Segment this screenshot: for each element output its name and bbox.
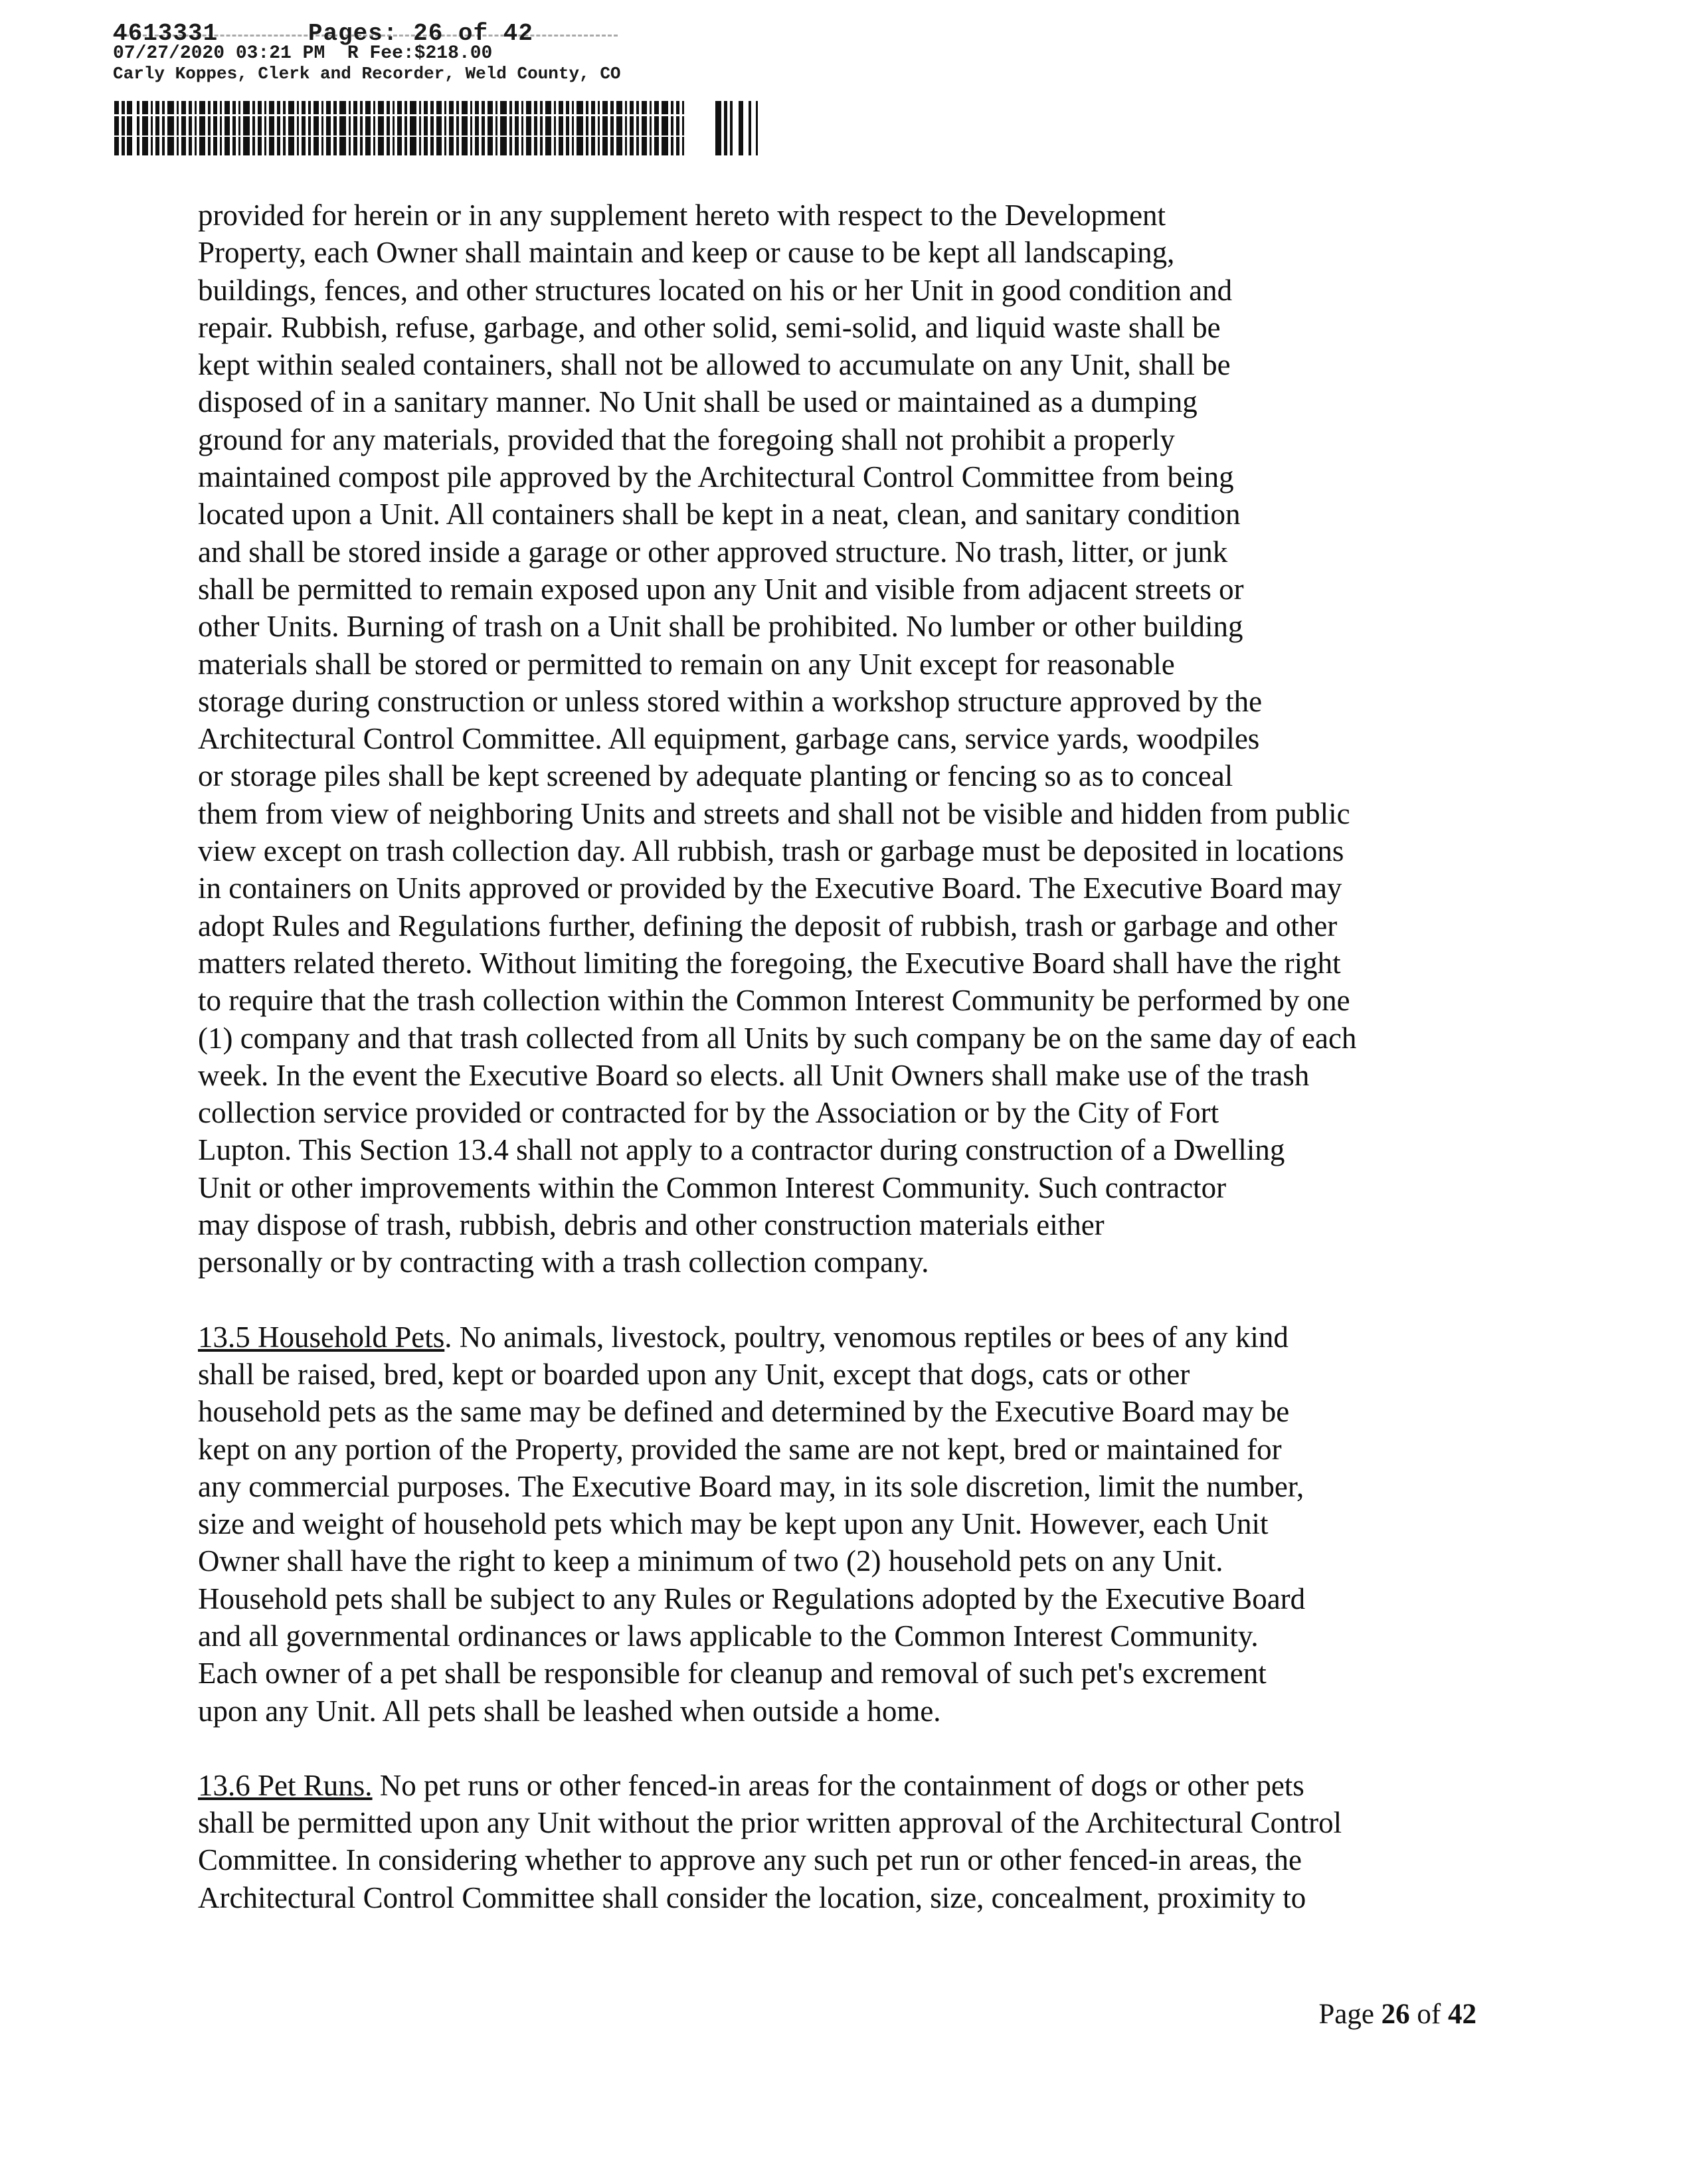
document-body: [198, 197, 1500, 1916]
recorder-name: Carly Koppes, Clerk and Recorder, Weld County, CO: [113, 64, 621, 84]
page-prefix: Page: [1318, 1999, 1381, 2030]
body-line: or storage piles shall be kept screened by adequate planting or fencing so as to conceal: [198, 759, 1233, 793]
body-line: Architectural Control Committee shall consider the location, size, concealment, proximity to: [198, 1880, 1306, 1914]
body-line: view except on trash collection day. All rubbish, trash or garbage must be deposited in locations: [198, 834, 1344, 868]
body-line: and all governmental ordinances or laws applicable to the Common Interest Community.: [198, 1619, 1259, 1653]
body-line: other Units. Burning of trash on a Unit shall be prohibited. No lumber or other building: [198, 610, 1243, 644]
body-line: shall be permitted upon any Unit without the prior written approval of the Architectural Control: [198, 1806, 1342, 1840]
body-line: Household pets shall be subject to any Rules or Regulations adopted by the Executive Board: [198, 1582, 1306, 1615]
paragraph-13-5-household-pets: [198, 1319, 1500, 1730]
recording-line-1: [113, 20, 777, 47]
body-line: storage during construction or unless stored within a workshop structure approved by the: [198, 684, 1263, 718]
body-line: shall be permitted to remain exposed upon any Unit and visible from adjacent streets or: [198, 572, 1244, 606]
body-line: disposed of in a sanitary manner. No Unit shall be used or maintained as a dumping: [198, 385, 1198, 419]
body-line: . No animals, livestock, poultry, venomous reptiles or bees of any kind: [444, 1320, 1289, 1354]
body-line: kept within sealed containers, shall not be allowed to accumulate on any Unit, shall be: [198, 348, 1231, 382]
body-line: matters related thereto. Without limiting the foregoing, the Executive Board shall have the right: [198, 946, 1341, 980]
body-line: Property, each Owner shall maintain and keep or cause to be kept all landscaping,: [198, 236, 1175, 270]
body-line: Unit or other improvements within the Common Interest Community. Such contractor: [198, 1170, 1227, 1204]
page-total: 42: [1448, 1999, 1476, 2030]
body-line: any commercial purposes. The Executive Board may, in its sole discretion, limit the number,: [198, 1469, 1304, 1503]
pages-value: 26 of 42: [413, 20, 533, 47]
recording-barcode: [114, 101, 778, 155]
body-line: upon any Unit. All pets shall be leashed when outside a home.: [198, 1694, 941, 1728]
body-line: to require that the trash collection within the Common Interest Community be performed by one: [198, 984, 1350, 1018]
paragraph-13-4-continued: [198, 197, 1500, 1281]
body-line: may dispose of trash, rubbish, debris and other construction materials either: [198, 1208, 1105, 1242]
body-line: materials shall be stored or permitted to remain on any Unit except for reasonable: [198, 647, 1175, 681]
body-line: No pet runs or other fenced-in areas for the containment of dogs or other pets: [372, 1768, 1304, 1802]
pages-label: Pages:: [308, 20, 399, 47]
reception-number: 4613331: [113, 20, 219, 47]
body-line: provided for herein or in any supplement hereto with respect to the Development: [198, 199, 1166, 232]
body-line: shall be raised, bred, kept or boarded upon any Unit, except that dogs, cats or other: [198, 1357, 1190, 1391]
body-line: ground for any materials, provided that the foregoing shall not prohibit a properly: [198, 422, 1175, 456]
body-line: buildings, fences, and other structures located on his or her Unit in good condition and: [198, 273, 1233, 307]
body-line: repair. Rubbish, refuse, garbage, and other solid, semi-solid, and liquid waste shall be: [198, 310, 1221, 344]
page-middle: of: [1409, 1999, 1448, 2030]
body-line: in containers on Units approved or provided by the Executive Board. The Executive Board may: [198, 871, 1342, 905]
recording-stamp: [113, 20, 777, 84]
section-heading-13-5: 13.5 Household Pets: [198, 1320, 445, 1354]
body-line: Committee. In considering whether to approve any such pet run or other fenced-in areas, the: [198, 1843, 1302, 1877]
recording-line-2: [113, 44, 777, 64]
body-line: week. In the event the Executive Board so elects. all Unit Owners shall make use of the trash: [198, 1058, 1310, 1092]
recording-datetime: 07/27/2020 03:21 PM: [113, 43, 325, 64]
body-line: adopt Rules and Regulations further, defining the deposit of rubbish, trash or garbage and other: [198, 909, 1338, 943]
body-line: (1) company and that trash collected from all Units by such company be on the same day of each: [198, 1021, 1357, 1055]
body-line: Each owner of a pet shall be responsible for cleanup and removal of such pet's excrement: [198, 1657, 1267, 1690]
body-line: Owner shall have the right to keep a minimum of two (2) household pets on any Unit.: [198, 1544, 1223, 1578]
body-line: them from view of neighboring Units and streets and shall not be visible and hidden from public: [198, 796, 1350, 830]
paragraph-13-6-pet-runs: [198, 1767, 1500, 1916]
body-line: kept on any portion of the Property, provided the same are not kept, bred or maintained for: [198, 1432, 1282, 1466]
body-line: personally or by contracting with a trash collection company.: [198, 1245, 929, 1279]
body-line: household pets as the same may be defined and determined by the Executive Board may be: [198, 1395, 1290, 1429]
page-current: 26: [1381, 1999, 1410, 2030]
body-line: collection service provided or contracted for by the Association or by the City of Fort: [198, 1096, 1219, 1130]
page-number: [1318, 1996, 1476, 2033]
body-line: maintained compost pile approved by the Architectural Control Committee from being: [198, 460, 1234, 494]
body-line: Lupton. This Section 13.4 shall not apply to a contractor during construction of a Dwelling: [198, 1133, 1285, 1167]
recording-fee: R Fee:$218.00: [347, 43, 493, 64]
body-line: and shall be stored inside a garage or other approved structure. No trash, litter, or junk: [198, 535, 1228, 569]
body-line: located upon a Unit. All containers shall be kept in a neat, clean, and sanitary condition: [198, 498, 1241, 531]
section-heading-13-6: 13.6 Pet Runs.: [198, 1768, 373, 1802]
body-line: Architectural Control Committee. All equipment, garbage cans, service yards, woodpiles: [198, 722, 1260, 756]
body-line: size and weight of household pets which may be kept upon any Unit. However, each Unit: [198, 1507, 1269, 1541]
